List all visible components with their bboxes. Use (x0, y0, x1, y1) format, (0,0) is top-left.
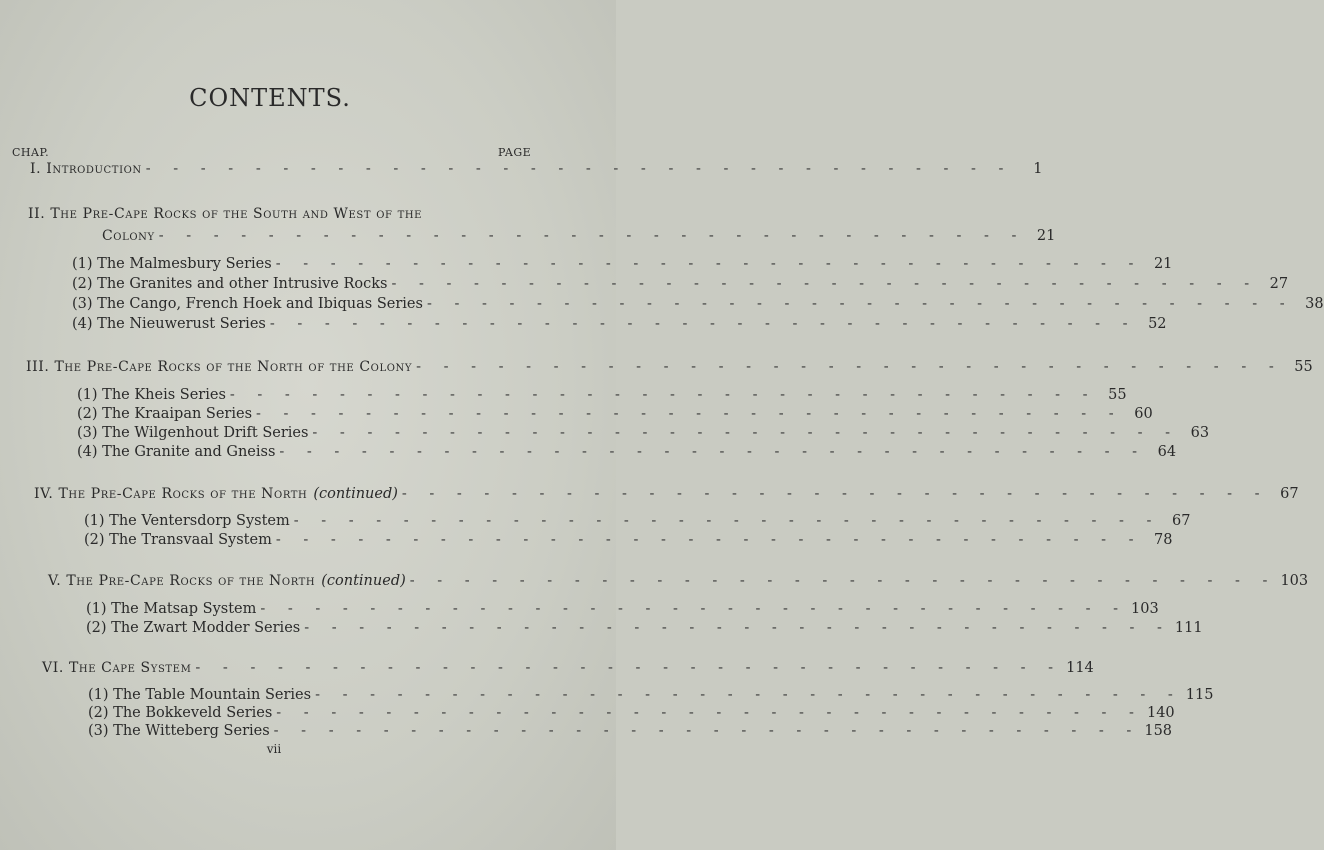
toc-chapter-3 (26, 359, 1313, 379)
toc-section-label: (2) The Bokkeveld Series (88, 705, 273, 721)
toc-section-label: (3) The Wilgenhout Drift Series (77, 425, 309, 441)
page-column-header: PAGE (498, 146, 532, 159)
toc-chapter-label-cont: Colony (102, 228, 155, 244)
leader-dots: - - - - - - - - - - - - - - - - - - - - - - - - - - - - - - - - (315, 687, 1182, 703)
continued-note: (continued) (321, 573, 406, 589)
toc-chapter-2-line1 (28, 206, 498, 226)
page-number: 21 (1036, 228, 1056, 244)
leader-dots: - - - - - - - - - - - - - - - - - - - - - - - - - - - - - - - - (273, 723, 1141, 739)
toc-section-label: (4) The Granite and Gneiss (77, 444, 276, 460)
leader-dots: - - - - - - - - - - - - - - - - - - - - - - - - - - - - - - - - (269, 316, 1137, 332)
toc-chapter-1 (30, 161, 1043, 181)
page-number: 111 (1174, 620, 1203, 636)
toc-section-label: (1) The Malmesbury Series (72, 256, 272, 272)
toc-section-label: (1) The Matsap System (86, 601, 257, 617)
toc-section (72, 276, 1289, 296)
page-number: 38 (1305, 296, 1324, 312)
leader-dots: - - - - - - - - - - - - - - - - - - - - - - - - - - - - - - - - (158, 228, 1026, 244)
toc-chapter-label: III. The Pre-Cape Rocks of the North of the Colony (26, 359, 413, 375)
toc-section (72, 256, 1173, 276)
toc-section-label: (2) The Transvaal System (84, 532, 272, 548)
leader-dots: - - - - - - - - - - - - - - - - - - - - - - - - - - - - - - - - (275, 256, 1143, 272)
leader-dots: - - - - - - - - - - - - - - - - - - - - - - - - - - - - - - - - (260, 601, 1128, 617)
leader-dots: - - - - - - - - - - - - - - - - - - - - - - - - - - - - - - - - (279, 444, 1147, 460)
toc-section (88, 687, 1214, 707)
toc-chapter-label: V. The Pre-Cape Rocks of the North (48, 573, 316, 589)
toc-section (72, 316, 1167, 336)
page-number: 63 (1190, 425, 1210, 441)
page-number: 78 (1154, 532, 1173, 548)
toc-section (84, 513, 1191, 533)
toc-section-label: (4) The Nieuwerust Series (72, 316, 266, 332)
toc-section (77, 425, 1210, 445)
toc-section (84, 532, 1173, 552)
toc-section (86, 620, 1203, 640)
toc-chapter-6 (42, 660, 1094, 680)
toc-section-label: (1) The Kheis Series (77, 387, 226, 403)
leader-dots: - - - - - - - - - - - - - - - - - - - - - - - - - - - - - - - - (256, 406, 1123, 422)
toc-section (77, 444, 1177, 464)
page-number: 115 (1185, 687, 1214, 703)
page-number: 64 (1157, 444, 1177, 460)
continued-note: (continued) (313, 486, 398, 502)
toc-section-label: (3) The Witteberg Series (88, 723, 270, 739)
page-number: 1 (1033, 161, 1043, 177)
leader-dots: - - - - - - - - - - - - - - - - - - - - - - - - - - - - - - - - (195, 660, 1063, 676)
page-number: 114 (1066, 660, 1094, 676)
toc-section (77, 387, 1127, 407)
page-title: CONTENTS. (189, 84, 351, 112)
toc-section (88, 705, 1175, 725)
page-number: 140 (1146, 705, 1175, 721)
toc-section (77, 406, 1153, 426)
page-number: 103 (1131, 601, 1159, 617)
leader-dots: - - - - - - - - - - - - - - - - - - - - - - - - - - - - - - - - (276, 705, 1143, 721)
leader-dots: - - - - - - - - - - - - - - - - - - - - - - - - - - - - - - - - (145, 161, 1013, 177)
leader-dots: - - - - - - - - - - - - - - - - - - - - - - - - - - - - - - - - (275, 532, 1143, 548)
page-number: 158 (1144, 723, 1173, 739)
page-number: 21 (1153, 256, 1173, 272)
page-number: 55 (1294, 359, 1313, 375)
page-number: 67 (1171, 513, 1191, 529)
toc-section (88, 723, 1173, 743)
toc-chapter-4 (34, 486, 1299, 506)
leader-dots: - - - - - - - - - - - - - - - - - - - - - - - - - - - - - - - - (416, 359, 1283, 375)
toc-section-label: (2) The Kraaipan Series (77, 406, 253, 422)
toc-chapter-label: VI. The Cape System (42, 660, 192, 676)
toc-chapter-label: IV. The Pre-Cape Rocks of the North (34, 486, 308, 502)
toc-section-label: (1) The Table Mountain Series (88, 687, 312, 703)
page-number: 67 (1280, 486, 1299, 502)
leader-dots: - - - - - - - - - - - - - - - - - - - - - - - - - - - - - - - - (293, 513, 1161, 529)
leader-dots: - - - - - - - - - - - - - - - - - - - - - - - - - - - - - - - - (401, 486, 1269, 502)
toc-section (72, 296, 1324, 316)
toc-section-label: (2) The Granites and other Intrusive Rocks (72, 276, 388, 292)
toc-chapter-5 (48, 573, 1309, 593)
page-number: 60 (1134, 406, 1153, 422)
toc-chapter-label: II. The Pre-Cape Rocks of the South and West of the (28, 206, 423, 222)
leader-dots: - - - - - - - - - - - - - - - - - - - - - - - - - - - - - - - - (391, 276, 1259, 292)
toc-section-label: (2) The Zwart Modder Series (86, 620, 301, 636)
page-number: 55 (1108, 387, 1127, 403)
leader-dots: - - - - - - - - - - - - - - - - - - - - - - - - - - - - - - - - (304, 620, 1171, 636)
toc-section (86, 601, 1159, 621)
leader-dots: - - - - - - - - - - - - - - - - - - - - - - - - - - - - - - - - (229, 387, 1097, 403)
page-number: 52 (1148, 316, 1167, 332)
leader-dots: - - - - - - - - - - - - - - - - - - - - - - - - - - - - - - - - (426, 296, 1294, 312)
page-number: 27 (1269, 276, 1289, 292)
toc-chapter-2-line2 (102, 228, 1056, 248)
leader-dots: - - - - - - - - - - - - - - - - - - - - - - - - - - - - - - - - (409, 573, 1277, 589)
leader-dots: - - - - - - - - - - - - - - - - - - - - - - - - - - - - - - - - (312, 425, 1180, 441)
page-folio: vii (266, 742, 282, 756)
toc-section-label: (1) The Ventersdorp System (84, 513, 290, 529)
chap-column-header: CHAP. (12, 146, 50, 159)
toc-chapter-label: I. Introduction (30, 161, 142, 177)
page-number: 103 (1280, 573, 1309, 589)
toc-section-label: (3) The Cango, French Hoek and Ibiquas Series (72, 296, 423, 312)
